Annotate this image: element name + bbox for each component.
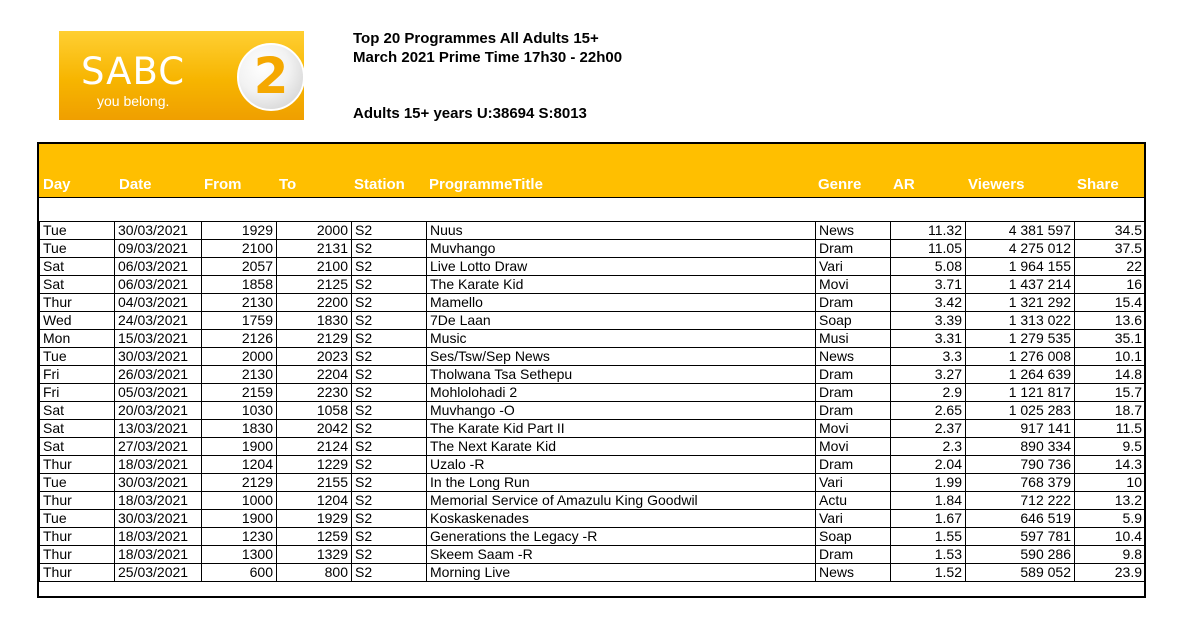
cell-genre: Dram [816,402,891,420]
table-row [40,384,1146,402]
cell-share: 10 [1075,474,1146,492]
cell-genre: Actu [816,492,891,510]
column-header-band [39,144,1144,197]
cell-date: 20/03/2021 [115,402,202,420]
cell-genre: Movi [816,420,891,438]
cell-ar: 3.39 [891,312,966,330]
cell-genre: News [816,564,891,582]
cell-day: Tue [40,222,115,240]
cell-programme-title: Tholwana Tsa Sethepu [427,366,816,384]
cell-to: 2124 [277,438,352,456]
cell-to: 2155 [277,474,352,492]
table-row [40,474,1146,492]
table-row [40,276,1146,294]
cell-day: Wed [40,312,115,330]
table-row [40,348,1146,366]
cell-date: 25/03/2021 [115,564,202,582]
cell-date: 09/03/2021 [115,240,202,258]
cell-day: Sat [40,258,115,276]
table-row [40,492,1146,510]
cell-station: S2 [352,222,427,240]
cell-genre: Dram [816,294,891,312]
cell-genre: Musi [816,330,891,348]
cell-date: 24/03/2021 [115,312,202,330]
cell-programme-title: Muvhango [427,240,816,258]
cell-date: 30/03/2021 [115,348,202,366]
cell-to: 2000 [277,222,352,240]
cell-day: Tue [40,474,115,492]
cell-from: 1030 [202,402,277,420]
cell-to: 1058 [277,402,352,420]
table-row [40,294,1146,312]
cell-ar: 11.32 [891,222,966,240]
cell-share: 15.4 [1075,294,1146,312]
cell-station: S2 [352,456,427,474]
cell-station: S2 [352,312,427,330]
report-universe: Adults 15+ years U:38694 S:8013 [353,105,587,122]
report-title: Top 20 Programmes All Adults 15+ [353,30,599,47]
cell-to: 2125 [277,276,352,294]
cell-genre: Dram [816,456,891,474]
cell-viewers: 646 519 [966,510,1075,528]
cell-from: 2100 [202,240,277,258]
cell-to: 1329 [277,546,352,564]
cell-day: Thur [40,546,115,564]
cell-viewers: 1 437 214 [966,276,1075,294]
col-header-from: From [204,176,242,193]
cell-station: S2 [352,276,427,294]
cell-station: S2 [352,294,427,312]
cell-station: S2 [352,330,427,348]
programmes-table-body [40,222,1146,582]
cell-day: Sat [40,420,115,438]
cell-ar: 2.3 [891,438,966,456]
cell-day: Tue [40,240,115,258]
cell-day: Fri [40,384,115,402]
cell-date: 15/03/2021 [115,330,202,348]
cell-from: 1900 [202,510,277,528]
cell-to: 1259 [277,528,352,546]
cell-share: 22 [1075,258,1146,276]
cell-station: S2 [352,258,427,276]
table-row [40,330,1146,348]
cell-to: 1929 [277,510,352,528]
cell-genre: Vari [816,510,891,528]
cell-viewers: 917 141 [966,420,1075,438]
cell-station: S2 [352,546,427,564]
cell-date: 18/03/2021 [115,528,202,546]
cell-viewers: 712 222 [966,492,1075,510]
cell-programme-title: 7De Laan [427,312,816,330]
cell-ar: 1.84 [891,492,966,510]
cell-genre: Dram [816,546,891,564]
cell-viewers: 1 313 022 [966,312,1075,330]
cell-date: 06/03/2021 [115,276,202,294]
cell-station: S2 [352,492,427,510]
cell-ar: 3.31 [891,330,966,348]
cell-share: 16 [1075,276,1146,294]
cell-station: S2 [352,528,427,546]
cell-ar: 3.71 [891,276,966,294]
cell-from: 1830 [202,420,277,438]
cell-station: S2 [352,420,427,438]
cell-share: 14.3 [1075,456,1146,474]
logo-brand: SABC [81,50,186,93]
cell-to: 1229 [277,456,352,474]
cell-genre: Soap [816,312,891,330]
col-header-programme-title: ProgrammeTitle [429,176,543,193]
cell-station: S2 [352,240,427,258]
cell-station: S2 [352,564,427,582]
table-row [40,222,1146,240]
cell-day: Fri [40,366,115,384]
cell-day: Mon [40,330,115,348]
cell-programme-title: Music [427,330,816,348]
cell-programme-title: Uzalo -R [427,456,816,474]
table-row [40,312,1146,330]
cell-ar: 1.99 [891,474,966,492]
cell-share: 37.5 [1075,240,1146,258]
cell-share: 13.2 [1075,492,1146,510]
cell-viewers: 790 736 [966,456,1075,474]
cell-date: 06/03/2021 [115,258,202,276]
cell-programme-title: The Next Karate Kid [427,438,816,456]
cell-from: 2159 [202,384,277,402]
cell-day: Tue [40,348,115,366]
col-header-share: Share [1077,176,1119,193]
cell-from: 1759 [202,312,277,330]
sabc2-logo [59,31,304,120]
cell-share: 9.8 [1075,546,1146,564]
cell-viewers: 1 321 292 [966,294,1075,312]
cell-day: Thur [40,564,115,582]
cell-viewers: 1 264 639 [966,366,1075,384]
cell-genre: Dram [816,384,891,402]
cell-station: S2 [352,438,427,456]
cell-station: S2 [352,402,427,420]
table-row [40,366,1146,384]
cell-station: S2 [352,384,427,402]
cell-to: 800 [277,564,352,582]
cell-programme-title: Ses/Tsw/Sep News [427,348,816,366]
col-header-to: To [279,176,297,193]
cell-ar: 2.37 [891,420,966,438]
cell-programme-title: Memorial Service of Amazulu King Goodwil [427,492,816,510]
cell-from: 2126 [202,330,277,348]
cell-programme-title: Muvhango -O [427,402,816,420]
report-period: March 2021 Prime Time 17h30 - 22h00 [353,49,623,66]
cell-viewers: 768 379 [966,474,1075,492]
cell-share: 35.1 [1075,330,1146,348]
cell-genre: Vari [816,258,891,276]
cell-ar: 2.9 [891,384,966,402]
cell-share: 14.8 [1075,366,1146,384]
cell-to: 2100 [277,258,352,276]
cell-from: 1230 [202,528,277,546]
cell-ar: 2.04 [891,456,966,474]
cell-genre: Dram [816,240,891,258]
cell-date: 04/03/2021 [115,294,202,312]
cell-to: 2204 [277,366,352,384]
cell-genre: News [816,222,891,240]
cell-day: Sat [40,276,115,294]
cell-viewers: 1 121 817 [966,384,1075,402]
cell-ar: 1.52 [891,564,966,582]
cell-programme-title: Mamello [427,294,816,312]
cell-genre: Movi [816,276,891,294]
cell-viewers: 1 279 535 [966,330,1075,348]
cell-ar: 1.67 [891,510,966,528]
cell-day: Sat [40,438,115,456]
cell-genre: News [816,348,891,366]
cell-ar: 1.53 [891,546,966,564]
cell-from: 1929 [202,222,277,240]
table-row [40,510,1146,528]
table-row [40,456,1146,474]
col-header-station: Station [354,176,405,193]
cell-share: 10.1 [1075,348,1146,366]
cell-ar: 5.08 [891,258,966,276]
cell-share: 13.6 [1075,312,1146,330]
cell-date: 26/03/2021 [115,366,202,384]
programme-table-frame [37,142,1146,598]
cell-viewers: 597 781 [966,528,1075,546]
cell-programme-title: Mohlolohadi 2 [427,384,816,402]
cell-day: Sat [40,402,115,420]
cell-date: 30/03/2021 [115,222,202,240]
col-header-genre: Genre [818,176,862,193]
cell-to: 1830 [277,312,352,330]
cell-to: 2200 [277,294,352,312]
cell-viewers: 4 381 597 [966,222,1075,240]
cell-to: 1204 [277,492,352,510]
cell-share: 9.5 [1075,438,1146,456]
table-row [40,438,1146,456]
col-header-day: Day [43,176,71,193]
cell-to: 2129 [277,330,352,348]
cell-ar: 3.27 [891,366,966,384]
cell-programme-title: The Karate Kid [427,276,816,294]
cell-share: 23.9 [1075,564,1146,582]
cell-date: 30/03/2021 [115,510,202,528]
cell-programme-title: Generations the Legacy -R [427,528,816,546]
cell-day: Thur [40,294,115,312]
cell-station: S2 [352,474,427,492]
header-spacer-row [39,197,1144,221]
cell-from: 2130 [202,294,277,312]
cell-day: Thur [40,528,115,546]
table-row [40,528,1146,546]
cell-programme-title: In the Long Run [427,474,816,492]
cell-from: 1300 [202,546,277,564]
cell-day: Tue [40,510,115,528]
cell-programme-title: Morning Live [427,564,816,582]
cell-genre: Dram [816,366,891,384]
cell-from: 2057 [202,258,277,276]
cell-date: 27/03/2021 [115,438,202,456]
table-row [40,258,1146,276]
cell-share: 34.5 [1075,222,1146,240]
cell-viewers: 4 275 012 [966,240,1075,258]
cell-share: 15.7 [1075,384,1146,402]
cell-from: 600 [202,564,277,582]
cell-viewers: 589 052 [966,564,1075,582]
cell-viewers: 1 964 155 [966,258,1075,276]
col-header-date: Date [119,176,152,193]
table-row [40,546,1146,564]
cell-viewers: 590 286 [966,546,1075,564]
cell-share: 18.7 [1075,402,1146,420]
cell-from: 1858 [202,276,277,294]
cell-ar: 1.55 [891,528,966,546]
cell-share: 5.9 [1075,510,1146,528]
cell-to: 2131 [277,240,352,258]
cell-day: Thur [40,492,115,510]
cell-station: S2 [352,348,427,366]
cell-programme-title: Live Lotto Draw [427,258,816,276]
cell-from: 1000 [202,492,277,510]
cell-viewers: 1 025 283 [966,402,1075,420]
cell-to: 2042 [277,420,352,438]
cell-viewers: 1 276 008 [966,348,1075,366]
cell-date: 18/03/2021 [115,492,202,510]
table-row [40,564,1146,582]
col-header-viewers: Viewers [968,176,1025,193]
cell-from: 1900 [202,438,277,456]
cell-from: 1204 [202,456,277,474]
cell-from: 2000 [202,348,277,366]
cell-to: 2023 [277,348,352,366]
table-row [40,420,1146,438]
cell-ar: 2.65 [891,402,966,420]
logo-number-badge [237,43,304,111]
cell-share: 10.4 [1075,528,1146,546]
cell-ar: 3.3 [891,348,966,366]
programmes-table [39,221,1146,582]
cell-date: 18/03/2021 [115,456,202,474]
table-row [40,240,1146,258]
cell-viewers: 890 334 [966,438,1075,456]
cell-station: S2 [352,366,427,384]
logo-number: 2 [253,47,289,105]
cell-day: Thur [40,456,115,474]
table-row [40,402,1146,420]
cell-share: 11.5 [1075,420,1146,438]
cell-station: S2 [352,510,427,528]
cell-to: 2230 [277,384,352,402]
cell-genre: Movi [816,438,891,456]
cell-genre: Soap [816,528,891,546]
cell-ar: 3.42 [891,294,966,312]
cell-date: 13/03/2021 [115,420,202,438]
cell-programme-title: Nuus [427,222,816,240]
cell-from: 2129 [202,474,277,492]
cell-ar: 11.05 [891,240,966,258]
col-header-ar: AR [893,176,915,193]
cell-programme-title: Skeem Saam -R [427,546,816,564]
cell-programme-title: Koskaskenades [427,510,816,528]
logo-tagline: you belong. [97,93,170,109]
cell-date: 30/03/2021 [115,474,202,492]
cell-from: 2130 [202,366,277,384]
cell-date: 18/03/2021 [115,546,202,564]
cell-programme-title: The Karate Kid Part II [427,420,816,438]
cell-genre: Vari [816,474,891,492]
cell-date: 05/03/2021 [115,384,202,402]
